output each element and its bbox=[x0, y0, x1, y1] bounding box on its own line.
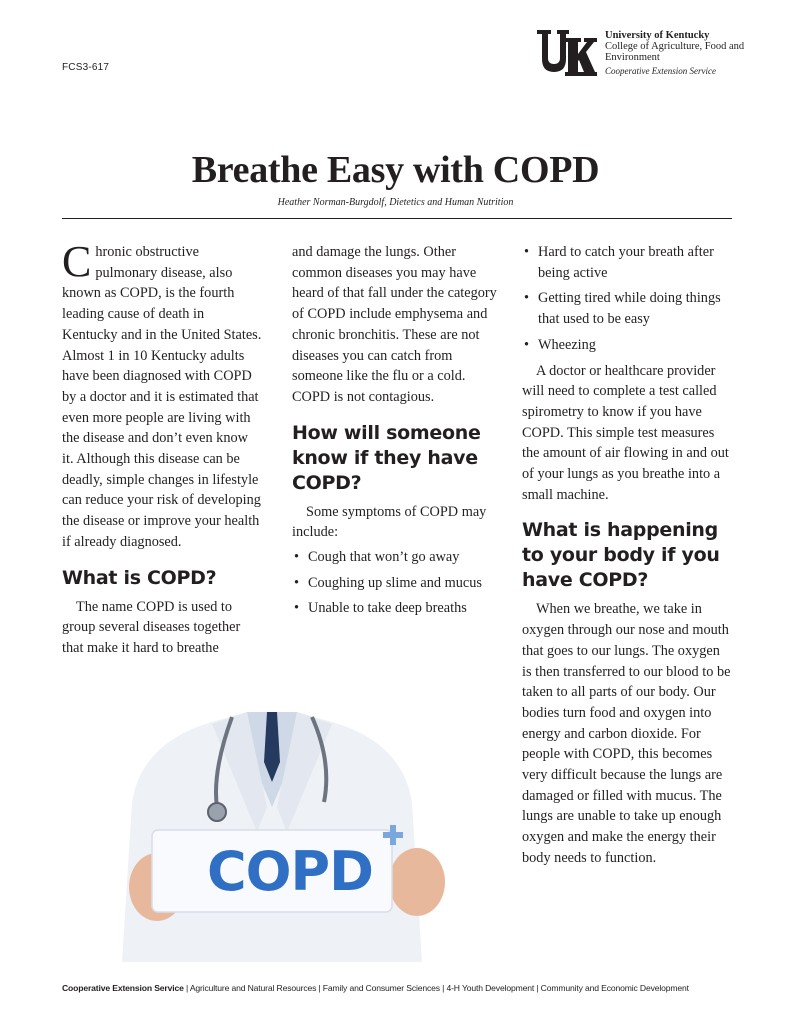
intro-text: hronic obstructive pulmonary disease, also known as COPD, is the fourth leading cause of death in Kentucky and in the United States. Almost 1 in 10 Kentucky adults have been diagnosed with COPD by a doctor and it is estimated that even more people are living with the disease and don’t even know it. Although this disease can be deadly, simple changes in lifestyle can reduce your risk of developing the disease or improve your health if already diagnosed. bbox=[62, 244, 262, 550]
body-paragraph: When we breathe, we take in oxygen through our nose and mouth that goes to our lungs. The oxygen is then transferred to our blood to be taken to all parts of our body. Our bodies turn food and oxygen into energy and carbon dioxide. For people with COPD, this becomes very difficult because the lungs are damaged or filled with mucus. The lungs are unable to take up enough oxygen and make the energy their body needs to function. bbox=[522, 601, 731, 866]
uk-logo bbox=[537, 30, 597, 78]
intro-paragraph bbox=[62, 237, 262, 553]
footer-programs: | Agriculture and Natural Resources | Family and Consumer Sciences | 4-H Youth Development | Community and Economic Development bbox=[183, 983, 689, 993]
list-item: • Unable to take deep breaths bbox=[292, 598, 498, 619]
list-item: • Wheezing bbox=[522, 335, 732, 356]
bullet-icon: • bbox=[294, 549, 300, 566]
list-item: • Coughing up slime and mucus bbox=[292, 573, 498, 594]
bullet-icon: • bbox=[524, 290, 530, 307]
title-divider bbox=[62, 218, 732, 219]
column-2 bbox=[292, 242, 498, 624]
heading-what-is-copd: What is COPD? bbox=[62, 566, 217, 589]
page-title: Breathe Easy with COPD bbox=[191, 149, 600, 191]
what-is-copd-paragraph-continued: and damage the lungs. Other common diseases you may have heard of that fall under the category of COPD include emphysema and chronic bronchitis. These are not diseases you can catch from someone like the flu or a cold. COPD is not contagious. bbox=[292, 244, 497, 405]
heading-how-will-someone-know: How will someone know if they have COPD? bbox=[292, 421, 481, 494]
heading-what-is-happening: What is happening to your body if you have COPD? bbox=[522, 519, 720, 592]
list-item: • Hard to catch your breath after being active bbox=[524, 244, 714, 281]
bullet-icon: • bbox=[524, 244, 530, 260]
symptoms-intro: Some symptoms of COPD may include: bbox=[292, 503, 487, 541]
column-1 bbox=[62, 237, 262, 659]
copd-sign-text: COPD bbox=[207, 840, 373, 903]
list-item: • Getting tired while doing things that used to be easy bbox=[524, 290, 721, 328]
what-is-copd-paragraph: The name COPD is used to group several diseases together that make it hard to breathe bbox=[62, 598, 241, 656]
bullet-icon: • bbox=[294, 600, 300, 617]
document-code: FCS3-617 bbox=[62, 62, 110, 73]
bullet-icon: • bbox=[294, 574, 300, 591]
symptom-list bbox=[292, 547, 498, 619]
list-item: • Cough that won’t go away bbox=[292, 547, 498, 568]
column-3 bbox=[522, 242, 732, 869]
author-line: Heather Norman-Burgdolf, Dietetics and Human Nutrition bbox=[277, 197, 514, 208]
bullet-icon: • bbox=[524, 336, 530, 353]
university-name: University of Kentucky bbox=[605, 30, 710, 41]
footer bbox=[62, 983, 689, 993]
doctor-copd-photo bbox=[62, 712, 462, 962]
footer-service: Cooperative Extension Service bbox=[62, 983, 184, 993]
spirometry-paragraph: A doctor or healthcare provider will need to complete a test called spirometry to know if you have COPD. This simple test measures the amount of air flowing in and out of your lungs as you breathe into a small machine. bbox=[522, 362, 729, 503]
organization-block bbox=[605, 30, 791, 77]
college-name: College of Agriculture, Food and Environment bbox=[605, 41, 745, 63]
symptom-list-continued bbox=[522, 242, 732, 356]
extension-service-name: Cooperative Extension Service bbox=[605, 66, 716, 76]
drop-cap: C bbox=[62, 237, 92, 286]
